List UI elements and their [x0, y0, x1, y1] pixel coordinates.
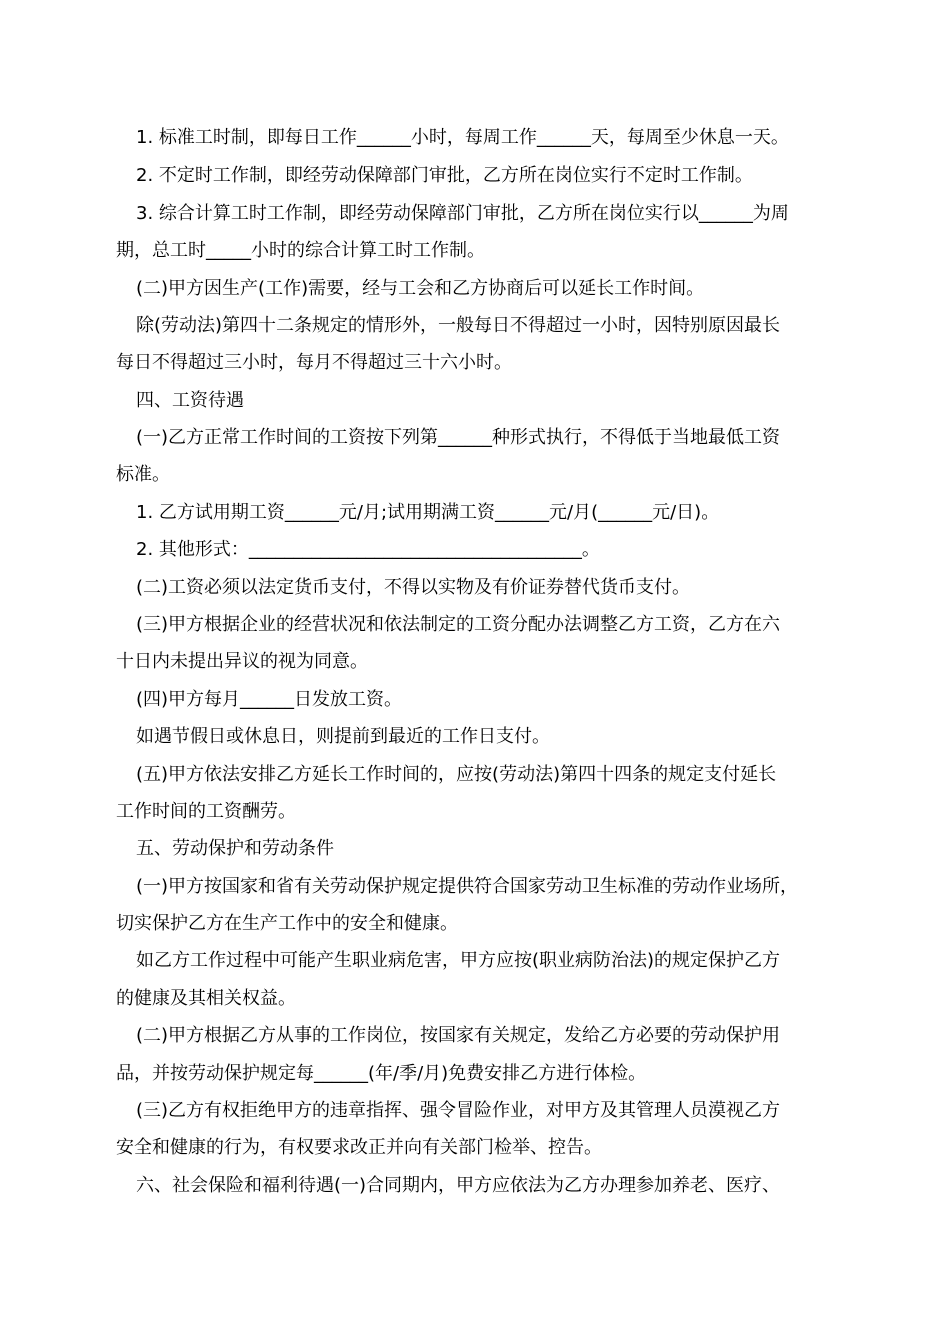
text-line: 工作时间的工资酬劳。: [116, 801, 296, 822]
text-line: 标准。: [116, 464, 170, 485]
text-line: (四)甲方每月______日发放工资。: [136, 689, 403, 710]
text-line: (三)甲方根据企业的经营状况和依法制定的工资分配办法调整乙方工资，乙方在六: [136, 614, 781, 635]
text-line: 除(劳动法)第四十二条规定的情形外，一般每日不得超过一小时，因特别原因最长: [136, 315, 781, 336]
section-heading: 五、劳动保护和劳动条件: [136, 838, 334, 859]
text-line: 3. 综合计算工时工作制，即经劳动保障部门审批，乙方所在岗位实行以______为周: [136, 203, 789, 224]
text-line: 的健康及其相关权益。: [116, 988, 296, 1009]
section-heading: 六、社会保险和福利待遇(一)合同期内，甲方应依法为乙方办理参加养老、医疗、: [136, 1175, 781, 1196]
text-line: 十日内未提出异议的视为同意。: [116, 651, 368, 672]
text-line: (三)乙方有权拒绝甲方的违章指挥、强令冒险作业，对甲方及其管理人员漠视乙方: [136, 1100, 781, 1121]
text-line: (二)甲方根据乙方从事的工作岗位，按国家有关规定，发给乙方必要的劳动保护用: [136, 1025, 781, 1046]
text-line: (二)甲方因生产(工作)需要，经与工会和乙方协商后可以延长工作时间。: [136, 278, 705, 299]
text-line: 2. 其他形式：_____________________________________。: [136, 539, 600, 560]
text-line: 如遇节假日或休息日，则提前到最近的工作日支付。: [136, 726, 550, 747]
text-line: 期，总工时_____小时的综合计算工时工作制。: [116, 240, 485, 261]
text-line: 1. 乙方试用期工资______元/月;试用期满工资______元/月(______元/日)。: [136, 502, 720, 523]
text-line: 每日不得超过三小时，每月不得超过三十六小时。: [116, 352, 512, 373]
text-line: (二)工资必须以法定货币支付，不得以实物及有价证券替代货币支付。: [136, 577, 691, 598]
text-line: (一)乙方正常工作时间的工资按下列第______种形式执行，不得低于当地最低工资: [136, 427, 781, 448]
text-line: 切实保护乙方在生产工作中的安全和健康。: [116, 913, 458, 934]
text-line: (五)甲方依法安排乙方延长工作时间的，应按(劳动法)第四十四条的规定支付延长: [136, 764, 777, 785]
section-heading: 四、工资待遇: [136, 390, 244, 411]
text-line: 如乙方工作过程中可能产生职业病危害，甲方应按(职业病防治法)的规定保护乙方: [136, 950, 781, 971]
text-line: 2. 不定时工作制，即经劳动保障部门审批，乙方所在岗位实行不定时工作制。: [136, 165, 753, 186]
text-line: 品，并按劳动保护规定每______(年/季/月)免费安排乙方进行体检。: [116, 1063, 647, 1084]
text-line: (一)甲方按国家和省有关劳动保护规定提供符合国家劳动卫生标准的劳动作业场所，: [136, 876, 799, 897]
text-line: 1. 标准工时制，即每日工作______小时，每周工作______天，每周至少休息一天。: [136, 127, 789, 148]
text-line: 安全和健康的行为，有权要求改正并向有关部门检举、控告。: [116, 1137, 602, 1158]
